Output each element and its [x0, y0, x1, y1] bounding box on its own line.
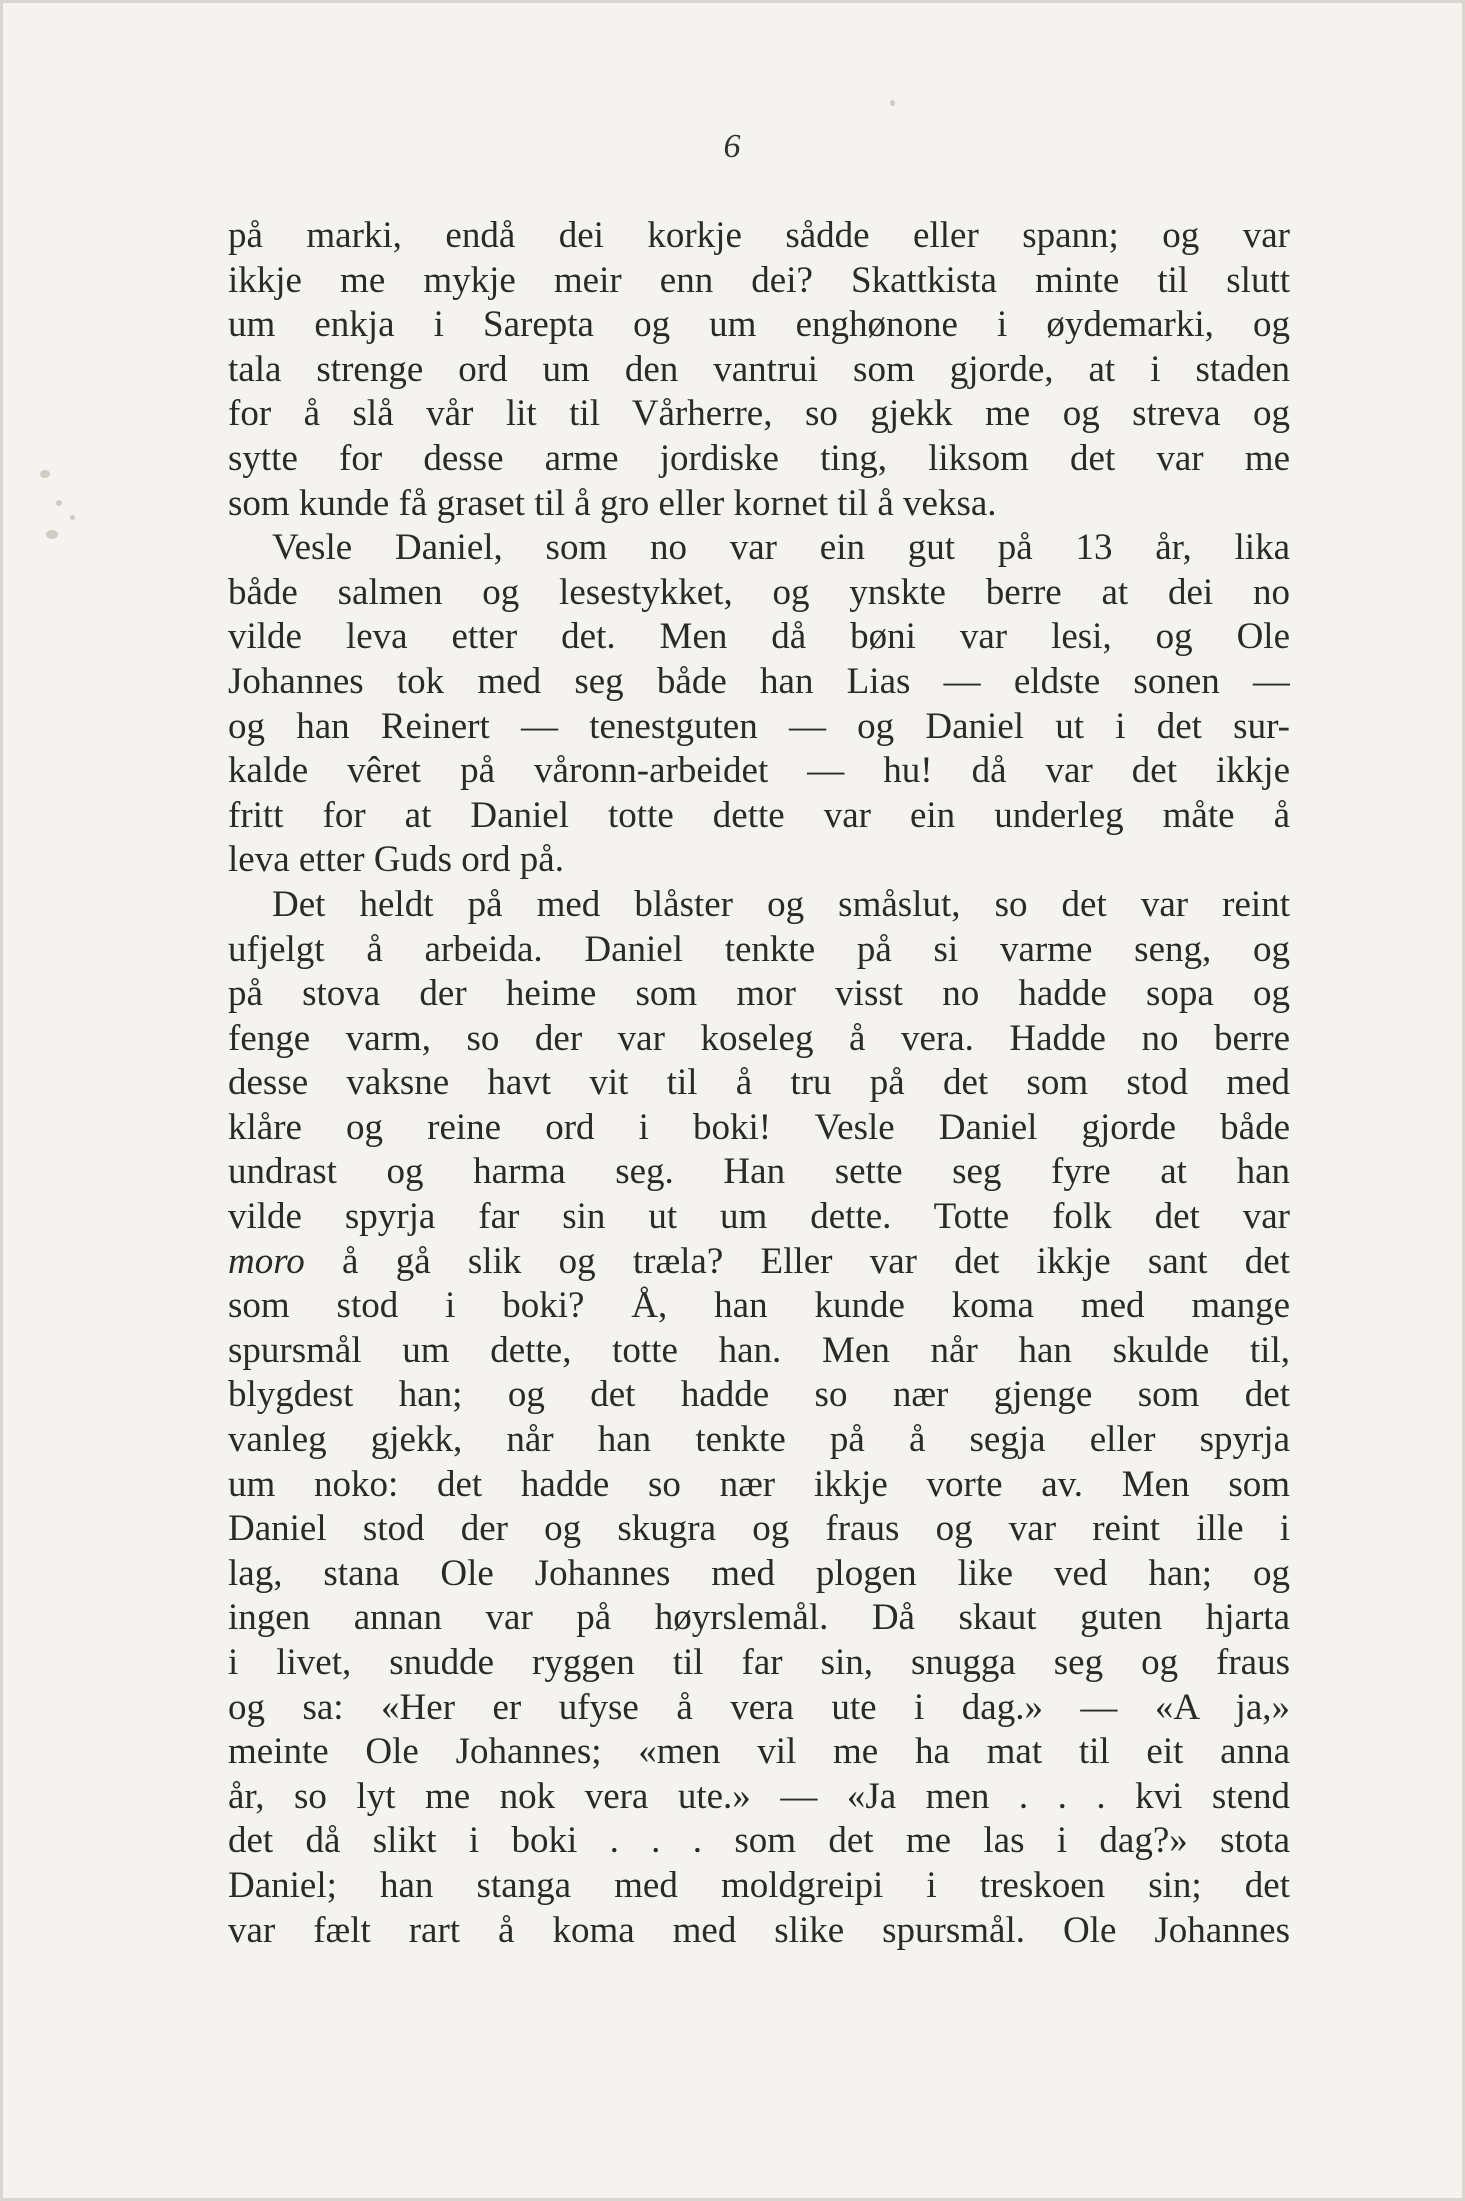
text-line: vilde spyrja far sin ut um dette. Totte folk det var	[228, 1196, 1290, 1238]
text-line: og sa: «Her er ufyse å vera ute i dag.» — «A ja,»	[228, 1686, 1290, 1728]
text-line: lag, stana Ole Johannes med plogen like ved han; og	[228, 1552, 1290, 1594]
page-number: 6	[723, 128, 742, 165]
text-line: var fælt rart å koma med slike spursmål. Ole Johannes	[228, 1909, 1290, 1951]
text-line: for å slå vår lit til Vårherre, so gjekk me og streva og	[228, 393, 1290, 435]
text-line: Johannes tok med seg både han Lias — eldste sonen —	[228, 660, 1290, 702]
text-line: klåre og reine ord i boki! Vesle Daniel gjorde både	[228, 1106, 1290, 1148]
text-line: Det heldt på med blåster og småslut, so det var reint	[272, 883, 1290, 925]
italic-word: moro	[228, 1240, 305, 1282]
body-text	[228, 214, 1290, 1953]
text-line: vilde leva etter det. Men då bøni var lesi, og Ole	[228, 616, 1290, 658]
paper-stain	[70, 515, 75, 520]
text-line: som stod i boki? Å, han kunde koma med mange	[228, 1285, 1290, 1327]
text-line: både salmen og lesestykket, og ynskte berre at dei no	[228, 571, 1290, 613]
text-line: Daniel stod der og skugra og fraus og var reint ille i	[228, 1508, 1290, 1550]
text-line: kalde vêret på våronn-arbeidet — hu! då var det ikkje	[228, 750, 1290, 792]
text-line: som kunde få graset til å gro eller kornet til å veksa.	[228, 482, 997, 524]
text-line: tala strenge ord um den vantrui som gjorde, at i staden	[228, 348, 1290, 390]
text-line: desse vaksne havt vit til å tru på det som stod med	[228, 1062, 1290, 1104]
paper-stain	[56, 500, 62, 506]
text-line: i livet, snudde ryggen til far sin, snugga seg og fraus	[228, 1642, 1290, 1683]
text-line: moro å gå slik og træla? Eller var det ikkje sant det	[228, 1240, 1290, 1282]
text-line: um enkja i Sarepta og um enghønone i øydemarki, og	[228, 304, 1290, 346]
text-line: um noko: det hadde so nær ikkje vorte av. Men som	[228, 1463, 1290, 1505]
text-line: blygdest han; og det hadde so nær gjenge som det	[228, 1374, 1290, 1416]
text-line: undrast og harma seg. Han sette seg fyre at han	[228, 1151, 1290, 1193]
text-line: vanleg gjekk, når han tenkte på å segja eller spyrja	[228, 1419, 1290, 1461]
text-line: leva etter Guds ord på.	[228, 839, 564, 881]
text-line: og han Reinert — tenestguten — og Daniel ut i det sur-	[228, 705, 1290, 747]
text-line: ingen annan var på høyrslemål. Då skaut guten hjarta	[228, 1597, 1290, 1639]
text-line: sytte for desse arme jordiske ting, liksom det var me	[228, 437, 1290, 479]
text-line: meinte Ole Johannes; «men vil me ha mat til eit anna	[228, 1731, 1290, 1773]
text-line: det då slikt i boki . . . som det me las i dag?» stota	[228, 1820, 1290, 1862]
text-line: Daniel; han stanga med moldgreipi i treskoen sin; det	[228, 1864, 1290, 1906]
text-line: fritt for at Daniel totte dette var ein underleg måte å	[228, 794, 1290, 836]
text-line: fenge varm, so der var koseleg å vera. Hadde no berre	[228, 1017, 1290, 1059]
text-line: på stova der heime som mor visst no hadde sopa og	[228, 973, 1290, 1015]
text-line: ikkje me mykje meir enn dei? Skattkista minte til slutt	[228, 259, 1290, 301]
text-line: spursmål um dette, totte han. Men når han skulde til,	[228, 1329, 1290, 1371]
text-line: år, so lyt me nok vera ute.» — «Ja men . . . kvi stend	[228, 1775, 1290, 1817]
paper-stain	[46, 530, 58, 539]
text-line: på marki, endå dei korkje sådde eller spann; og var	[228, 215, 1290, 256]
text-line: Vesle Daniel, som no var ein gut på 13 år, lika	[272, 527, 1290, 569]
paper-stain	[40, 470, 50, 478]
text-line: ufjelgt å arbeida. Daniel tenkte på si varme seng, og	[228, 928, 1290, 970]
paper-stain	[890, 100, 895, 106]
